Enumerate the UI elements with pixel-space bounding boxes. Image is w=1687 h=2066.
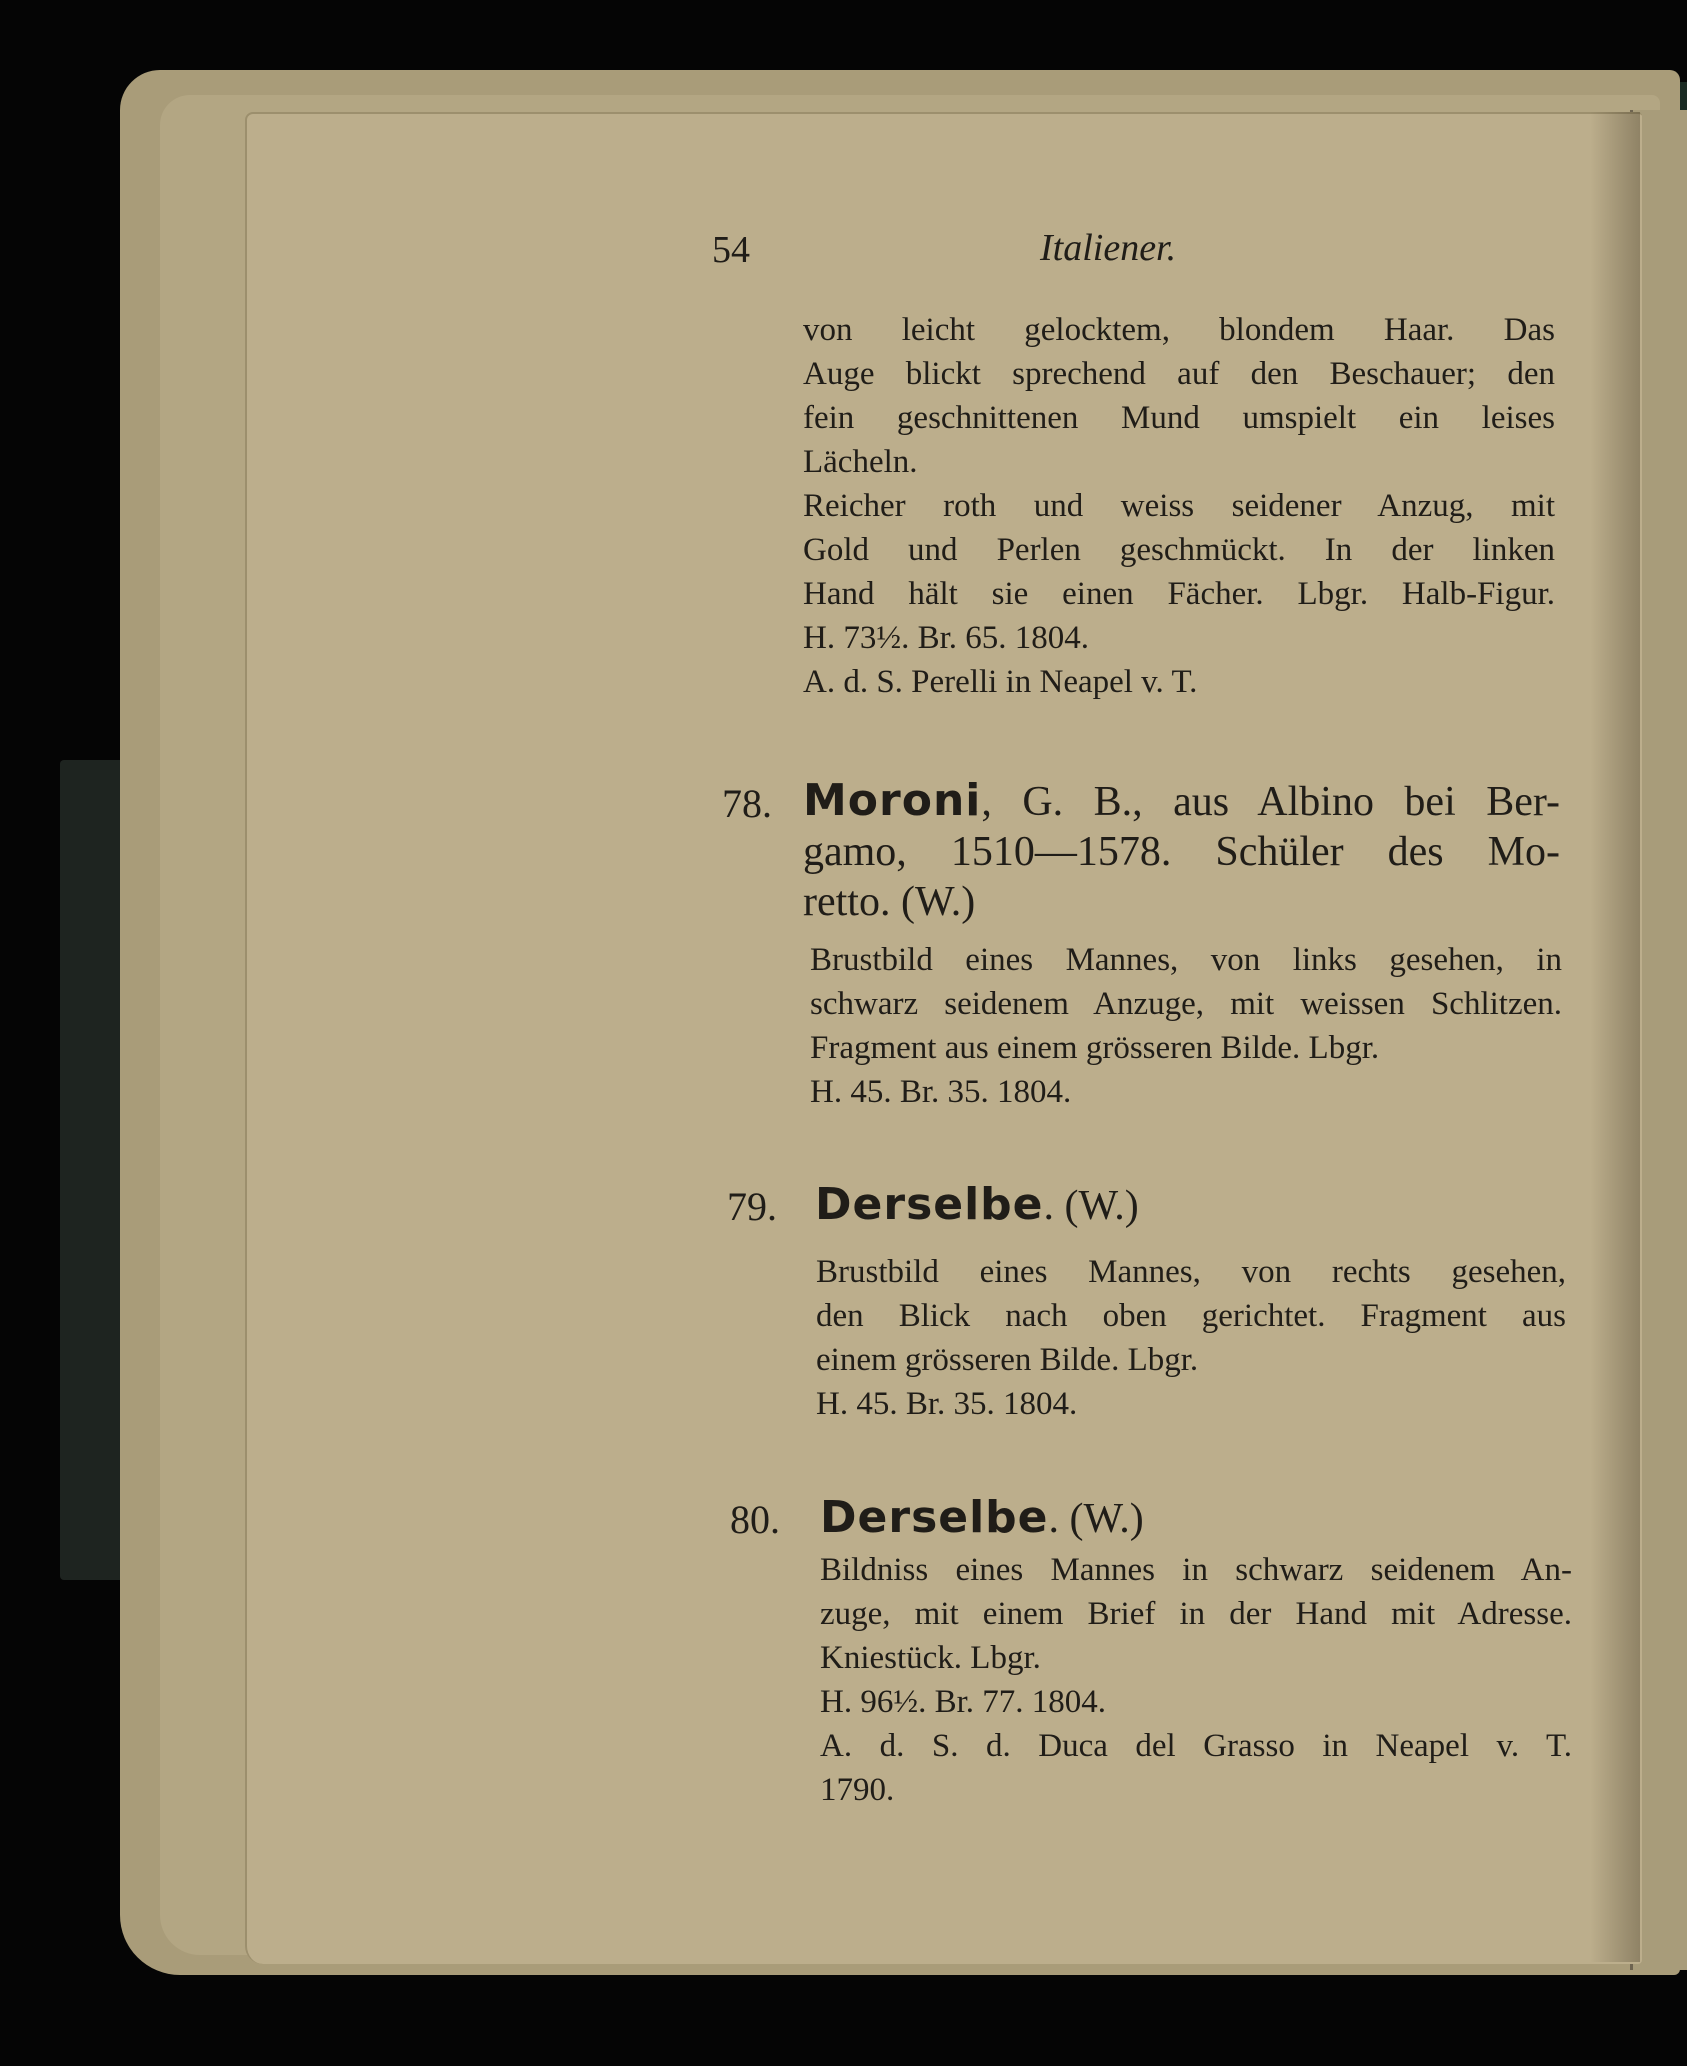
continuation-text <box>803 308 1555 704</box>
text-line: H. 45. Br. 35. 1804. <box>816 1386 1078 1422</box>
heading-text: , G. B., aus Albino bei Ber- <box>981 779 1560 825</box>
text-line: von leicht gelocktem, blondem Haar. Das <box>803 312 1555 348</box>
text-line: zuge, mit einem Brief in der Hand mit Adresse. <box>820 1596 1572 1632</box>
entry-description <box>810 938 1562 1114</box>
heading-text: . (W.) <box>1048 1496 1144 1542</box>
entry-description <box>816 1250 1566 1426</box>
text-line: Brustbild eines Mannes, von rechts gesehen, <box>816 1254 1566 1290</box>
heading-text: . (W.) <box>1043 1183 1139 1229</box>
artist-name: Moroni <box>803 775 982 826</box>
entry-number: 79. <box>727 1184 777 1229</box>
entry-heading <box>815 1180 1139 1231</box>
artist-name: Derselbe <box>820 1492 1049 1543</box>
text-line: A. d. S. Perelli in Neapel v. T. <box>803 664 1198 700</box>
page-number: 54 <box>712 229 750 271</box>
text-line: schwarz seidenem Anzuge, mit weissen Schlitzen. <box>810 986 1562 1022</box>
text-line: fein geschnittenen Mund umspielt ein leises <box>803 400 1555 436</box>
entry-heading <box>803 776 1560 927</box>
text-line: H. 96½. Br. 77. 1804. <box>820 1684 1107 1720</box>
text-line: Reicher roth und weiss seidener Anzug, mit <box>803 488 1555 524</box>
heading-line: retto. (W.) <box>803 879 976 925</box>
text-line: A. d. S. d. Duca del Grasso in Neapel v. T. <box>820 1728 1572 1764</box>
text-line: Bildniss eines Mannes in schwarz seidenem An- <box>820 1552 1572 1588</box>
entry-heading <box>820 1493 1144 1544</box>
text-line: Kniestück. Lbgr. <box>820 1640 1041 1676</box>
heading-line: gamo, 1510—1578. Schüler des Mo- <box>803 829 1560 875</box>
text-line: H. 73½. Br. 65. 1804. <box>803 620 1090 656</box>
text-line: Lächeln. <box>803 444 918 480</box>
text-line: Brustbild eines Mannes, von links gesehen, in <box>810 942 1562 978</box>
text-line: Gold und Perlen geschmückt. In der linken <box>803 532 1555 568</box>
text-line: einem grösseren Bilde. Lbgr. <box>816 1342 1199 1378</box>
section-title: Italiener. <box>1040 227 1177 269</box>
artist-name: Derselbe <box>815 1179 1044 1230</box>
text-line: Fragment aus einem grösseren Bilde. Lbgr. <box>810 1030 1380 1066</box>
gutter-shadow <box>1590 112 1640 1962</box>
text-line: Hand hält sie einen Fächer. Lbgr. Halb-Figur. <box>803 576 1555 612</box>
text-line: 1790. <box>820 1772 895 1808</box>
text-line: H. 45. Br. 35. 1804. <box>810 1074 1072 1110</box>
heading-line <box>803 776 1560 827</box>
text-line: Auge blickt sprechend auf den Beschauer; den <box>803 356 1555 392</box>
entry-number: 78. <box>722 781 772 826</box>
entry-number: 80. <box>730 1497 780 1542</box>
text-line: den Blick nach oben gerichtet. Fragment aus <box>816 1298 1566 1334</box>
entry-description <box>820 1548 1572 1812</box>
